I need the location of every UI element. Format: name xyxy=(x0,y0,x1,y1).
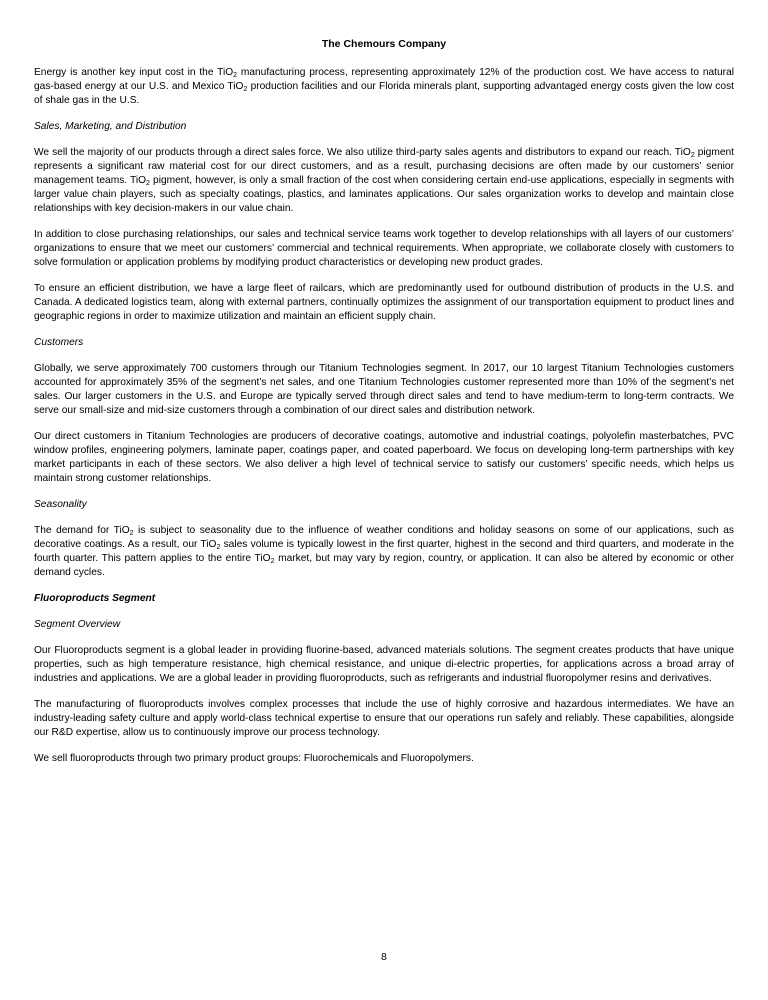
paragraph-manufacturing: The manufacturing of fluoroproducts involves complex processes that include the use of highly corrosive and hazardous intermediates. We have an industry-leading safety culture and apply world-class technical expertise to ensure that our operations run safely and reliably. These capabilities, alongside our R&D expertise, allow us to continuously improve our process technology. xyxy=(34,699,734,738)
paragraph-energy: Energy is another key input cost in the TiO$_2$ manufacturing process, representing approximately 12% of the production cost. We have access to natural gas-based energy at our U.S. and Mexico TiO$_2$ production facilities and our Florida minerals plant, supporting advantaged energy costs given the low cost of shale gas in the U.S. xyxy=(34,67,734,106)
paragraph-purchasing-relationships: In addition to close purchasing relationships, our sales and technical service teams work together to develop relationships with all layers of our customers’ organizations to ensure that we meet our customers’ commercial and technical requirements. When appropriate, we collaborate closely with customers to solve formulation or application problems by modifying product characteristics or developing new product grades. xyxy=(34,229,734,268)
paragraph-direct-sales: We sell the majority of our products through a direct sales force. We also utilize third-party sales agents and distributors to expand our reach. TiO$_2$ pigment represents a significant raw material cost for our direct customers, and as a result, purchasing decisions are often made by our customers’ senior management teams. TiO$_2$ pigment, however, is only a small fraction of the cost when considering certain end-use applications, especially in segments with larger value chain players, such as specialty coatings, plastics, and laminates applications. Our sales organization works to develop and maintain close relationships with key decision-makers in our value chain. xyxy=(34,147,734,214)
paragraph-customers-overview: Globally, we serve approximately 700 customers through our Titanium Technologies segment. In 2017, our 10 largest Titanium Technologies customers accounted for approximately 35% of the segment’s net sales, and one Titanium Technologies customer represented more than 10% of the segment’s net sales. Our larger customers in the U.S. and Europe are typically served through direct sales and tend to have medium-term to long-term contracts. We serve our small-size and mid-size customers through a combination of our direct sales and distribution network. xyxy=(34,363,734,416)
paragraph-seasonality: The demand for TiO$_2$ is subject to seasonality due to the influence of weather conditions and holiday seasons on some of our applications, such as decorative coatings. As a result, our TiO$_2$ sales volume is typically lowest in the first quarter, highest in the second and third quarters, and moderate in the fourth quarter. This pattern applies to the entire TiO$_2$ market, but may vary by region, country, or application. It can also be altered by economic or other demand cycles. xyxy=(34,525,735,578)
heading-segment-overview: Segment Overview xyxy=(34,619,121,630)
paragraph-direct-customers: Our direct customers in Titanium Technologies are producers of decorative coatings, automotive and industrial coatings, polyolefin masterbatches, PVC window profiles, engineering polymers, laminate paper, coatings paper, and coated paperboard. We focus on developing long-term partnerships with key market participants in each of these sectors. We also deliver a high level of technical service to satisfy our customers’ specific needs, which helps us maintain strong customer relationships. xyxy=(34,431,734,484)
paragraph-distribution: To ensure an efficient distribution, we have a large fleet of railcars, which are predominantly used for outbound distribution of products in the U.S. and Canada. A dedicated logistics team, along with external partners, continually optimizes the assignment of our transportation equipment to product lines and geographic regions in order to maximize utilization and maintain an efficient supply chain. xyxy=(34,283,734,322)
heading-fluoroproducts-segment: Fluoroproducts Segment xyxy=(34,593,156,604)
page-number: 8 xyxy=(381,952,387,963)
heading-sales-marketing-distribution: Sales, Marketing, and Distribution xyxy=(34,121,187,132)
paragraph-product-groups: We sell fluoroproducts through two primary product groups: Fluorochemicals and Fluoropolymers. xyxy=(34,753,474,764)
heading-customers: Customers xyxy=(34,337,84,348)
page-content xyxy=(34,66,734,778)
page-header-title: The Chemours Company xyxy=(321,38,447,50)
paragraph-segment-overview: Our Fluoroproducts segment is a global leader in providing fluorine-based, advanced materials solutions. The segment creates products that have unique properties, such as high temperature resistance, high chemical resistance, and unique di-electric properties, for applications across a broad array of industries and applications. We are a global leader in providing fluoroproducts, such as refrigerants and industrial fluoropolymer resins and derivatives. xyxy=(34,645,734,684)
heading-seasonality: Seasonality xyxy=(34,499,87,510)
